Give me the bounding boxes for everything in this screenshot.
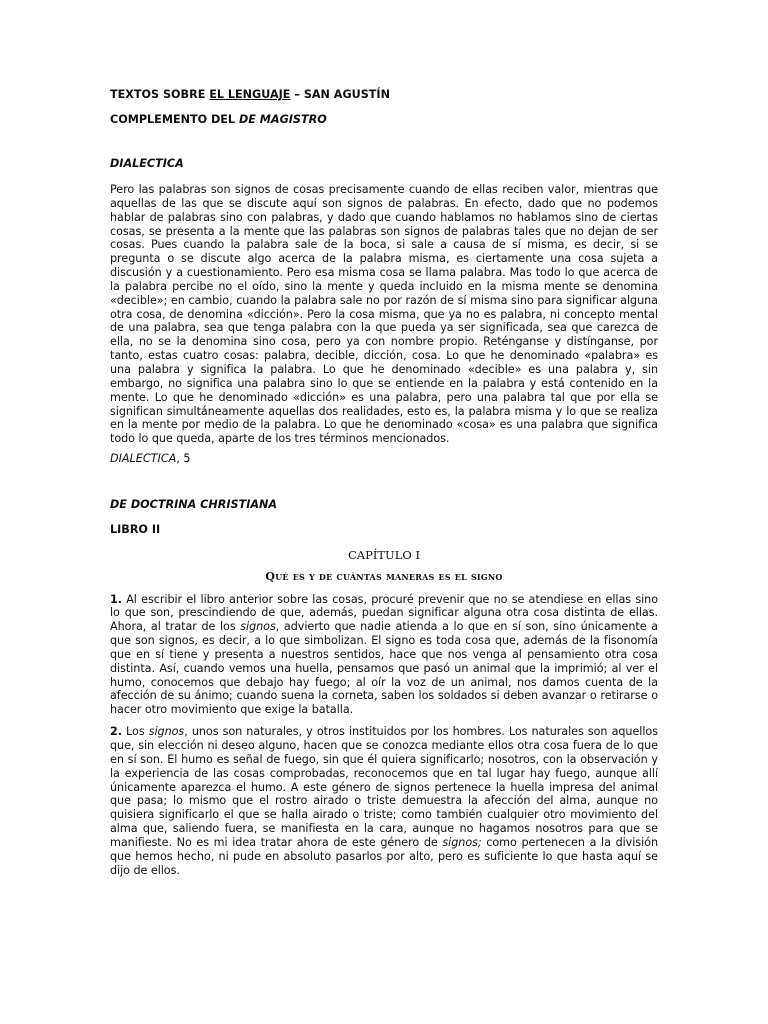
book-label: LIBRO II bbox=[110, 522, 161, 536]
paragraph-number-1: 1. bbox=[110, 592, 122, 606]
paragraph-2-italic-1: signos bbox=[148, 725, 185, 739]
section-heading-dialectica: DIALECTICA bbox=[110, 157, 184, 170]
document-title bbox=[110, 88, 658, 102]
paragraph-2-text-c: como pertenecen a la división que hemos hecho, ni pude en absoluto pasarlos por alto, pero es suficiente lo que hasta aquí se dijo de ellos. bbox=[110, 835, 658, 877]
doctrina-paragraph-1 bbox=[110, 593, 658, 718]
paragraph-number-2: 2. bbox=[110, 725, 122, 739]
subtitle-prefix: COMPLEMENTO DEL bbox=[110, 113, 239, 126]
citation-italic: DIALECTICA bbox=[110, 452, 177, 466]
paragraph-1-text-a: Al escribir el libro anterior sobre las cosas, procuré prevenir que no se atendiese en ellas sino lo que son, prescindiendo de que, además, puedan significar alguna otra cosa distinta de ellas. Ahora, al tratar de los bbox=[110, 592, 658, 634]
dialectica-paragraph: Pero las palabras son signos de cosas precisamente cuando de ellas reciben valor, mientras que aquellas de las que se discute aquí son signos de palabras. En efecto, dado que no podemos hablar de palabras sino con palabras, y dado que cuando hablamos no hablamos sino de ciertas cosas, se presenta a la mente que las palabras son signos de palabras tales que no dejan de ser cosas. Pues cuando la palabra sale de la boca, si sale a causa de sí misma, es decir, si se pregunta o se discute algo acerca de la palabra misma, es ciertamente una cosa sujeta a discusión y a cuestionamiento. Pero esa misma cosa se llama palabra. Mas todo lo que acerca de la palabra percibe no el oído, sino la mente y queda incluido en la misma mente se denomina «decible»; en cambio, cuando la palabra sale no por razón de sí misma sino para significar alguna otra cosa, de denomina «dicción». Pero la cosa misma, que ya no es palabra, ni concepto mental de una palabra, sea que tenga palabra con la que pueda ya ser significada, sea que carezca de ella, no se la denomina sino cosa, pero ya con nombre propio. Reténganse y distínganse, por tanto, estas cuatro cosas: palabra, decible, dicción, cosa. Lo que he denominado «palabra» es una palabra y significa la palabra. Lo que he denominado «decible» es una palabra y, sin embargo, no significa una palabra sino lo que se entiende en la palabra y está contenido en la mente. Lo que he denominado «dicción» es una palabra, pero una palabra tal que por ella se significan simultáneamente aquellas dos realidades, esto es, la palabra misma y lo que se realiza en la mente por medio de la palabra. Lo que he denominado «cosa» es una palabra que significa todo lo que queda, aparte de los tres términos mencionados. bbox=[110, 183, 658, 446]
document-page bbox=[110, 84, 658, 877]
paragraph-2-text-a: Los bbox=[121, 725, 149, 739]
document-subtitle bbox=[110, 113, 658, 127]
paragraph-2-text-b: , unos son naturales, y otros instituidos por los hombres. Los naturales son aquellos que, sin elección ni deseo alguno, hacen que se conozca mediante ellos otra cosa fuera de lo que en sí son. El humo es señal de fuego, sin que él quiera significarlo; nosotros, con la observación y la experiencia de las cosas comprobadas, reconocemos que en tal lugar hay fuego, aunque allí únicamente aparezca el humo. A este género de signos pertenece la huella impresa del animal que pasa; lo mismo que el rostro airado o triste demuestra la afección del alma, aunque no quisiera significarlo el que se halla airado o triste; como también cualquier otro movimiento del alma que, saliendo fuera, se manifiesta en la cara, aunque no hagamos nosotros para que se manifieste. No es mi idea tratar ahora de este género de bbox=[110, 725, 658, 849]
title-prefix: TEXTOS SOBRE bbox=[110, 88, 210, 101]
dialectica-citation bbox=[110, 452, 658, 466]
section-heading-doctrina: DE DOCTRINA CHRISTIANA bbox=[110, 497, 278, 511]
paragraph-2-italic-2: signos; bbox=[442, 835, 482, 849]
title-suffix: – SAN AGUSTÍN bbox=[290, 88, 390, 101]
citation-rest: , 5 bbox=[176, 452, 191, 466]
chapter-label: CAPÍTULO I bbox=[347, 547, 420, 562]
doctrina-paragraph-2 bbox=[110, 725, 658, 877]
title-underlined: EL LENGUAJE bbox=[209, 88, 291, 101]
paragraph-1-text-b: , advierto que nadie atienda a lo que en sí son, sino únicamente a que son signos, es decir, a lo que simbolizan. El signo es toda cosa que, además de la fisonomía que en sí tiene y presenta a nuestros sentidos, hace que nos venga al pensamiento otra cosa distinta. Así, cuando vemos una huella, pensamos que pasó un animal que la imprimió; al ver el humo, conocemos que debajo hay fuego; al oír la voz de un animal, nos damos cuenta de la afección de su ánimo; cuando suena la corneta, saben los soldados si deben avanzar o retirarse o hacer otro movimiento que exige la batalla. bbox=[110, 620, 658, 717]
chapter-title: Qué es y de cuántas maneras es el signo bbox=[265, 569, 503, 583]
subtitle-italic: DE MAGISTRO bbox=[238, 113, 327, 126]
paragraph-1-italic: signos bbox=[240, 620, 276, 634]
